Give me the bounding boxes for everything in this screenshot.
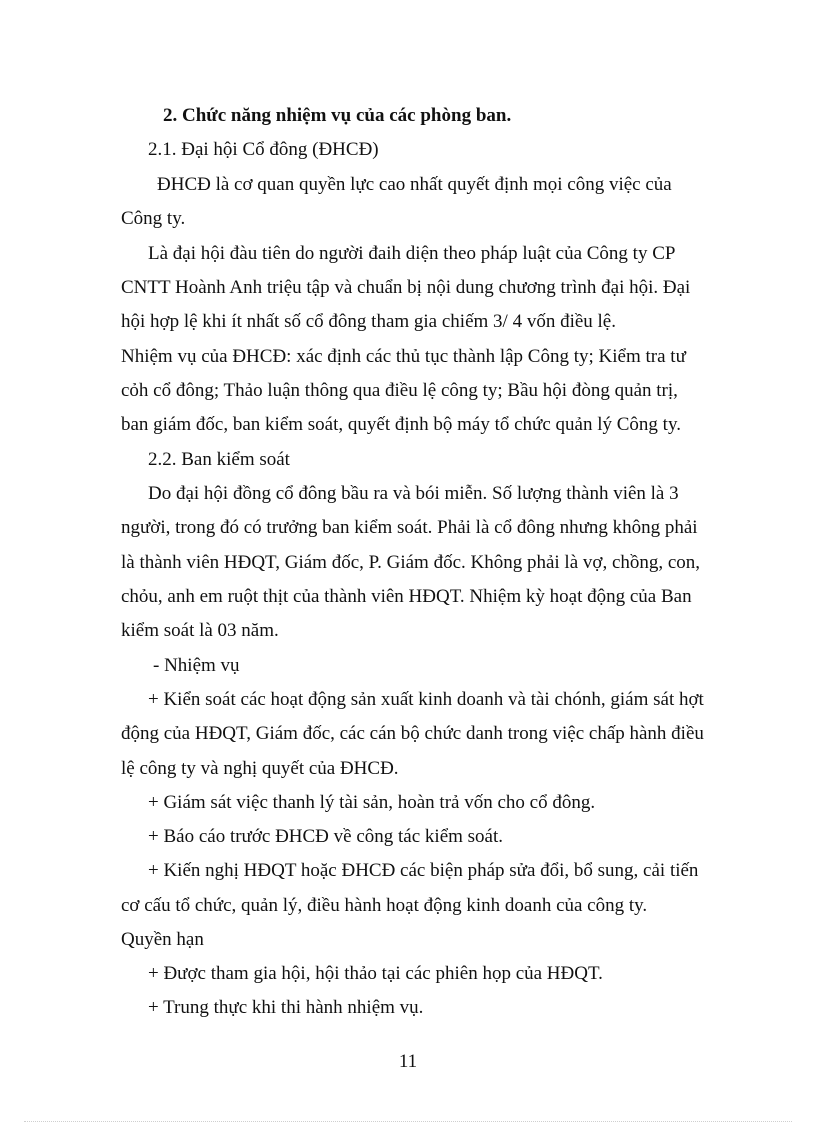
paragraph-line: chỏu, anh em ruột thịt của thành viên HĐQT. Nhiệm kỳ hoạt động của Ban [121,586,692,607]
list-heading-duties: - Nhiệm vụ [153,655,240,676]
paragraph-line: cỏh cổ đông; Thảo luận thông qua điều lệ công ty; Bầu hội đòng quản trị, [121,380,678,401]
paragraph-line: Công ty. [121,208,186,229]
paragraph-line: Do đại hội đồng cổ đông bầu ra và bói miễn. Số lượng thành viên là 3 [148,483,679,504]
paragraph-line: CNTT Hoành Anh triệu tập và chuẩn bị nội dung chương trình đại hội. Đại [121,277,691,298]
subsection-heading-supervisory-board: 2.2. Ban kiểm soát [148,449,290,470]
section-heading: 2. Chức năng nhiệm vụ của các phòng ban. [163,105,512,126]
paragraph-line: ban giám đốc, ban kiểm soát, quyết định bộ máy tổ chức quản lý Công ty. [121,414,681,435]
list-item: + Giám sát việc thanh lý tài sản, hoàn trả vốn cho cổ đông. [148,792,596,813]
page-bottom-divider [24,1121,792,1122]
paragraph-line: Là đại hội đàu tiên do người đaih diện theo pháp luật của Công ty CP [148,243,676,264]
subsection-heading-shareholders-meeting: 2.1. Đại hội Cổ đông (ĐHCĐ) [148,139,379,160]
paragraph-line: hội hợp lệ khi ít nhất số cổ đông tham gia chiếm 3/ 4 vốn điều lệ. [121,311,616,332]
list-item: + Kiến nghị HĐQT hoặc ĐHCĐ các biện pháp sửa đổi, bổ sung, cải tiến [148,860,699,881]
list-item: + Báo cáo trước ĐHCĐ về công tác kiểm soát. [148,826,504,847]
paragraph-line: lệ công ty và nghị quyết của ĐHCĐ. [121,758,399,779]
paragraph-line: ĐHCĐ là cơ quan quyền lực cao nhất quyết định mọi công việc của [157,174,672,195]
paragraph-line: động của HĐQT, Giám đốc, các cán bộ chức danh trong việc chấp hành điều [121,723,704,744]
paragraph-line: là thành viên HĐQT, Giám đốc, P. Giám đốc. Không phải là vợ, chồng, con, [121,552,701,573]
paragraph-line: cơ cấu tổ chức, quản lý, điều hành hoạt động kinh doanh của công ty. [121,895,648,916]
paragraph-line: người, trong đó có trưởng ban kiểm soát. Phải là cổ đông nhưng không phải [121,517,698,538]
list-heading-powers: Quyền hạn [121,929,204,950]
page-number: 11 [398,1051,418,1072]
list-item: + Kiển soát các hoạt động sản xuất kinh doanh và tài chónh, giám sát hợt [148,689,704,710]
paragraph-line: kiểm soát là 03 năm. [121,620,279,641]
list-item: + Trung thực khi thi hành nhiệm vụ. [148,997,424,1018]
list-item: + Được tham gia hội, hội thảo tại các phiên họp của HĐQT. [148,963,603,984]
paragraph-line: Nhiệm vụ của ĐHCĐ: xác định các thủ tục thành lập Công ty; Kiểm tra tư [121,346,686,367]
